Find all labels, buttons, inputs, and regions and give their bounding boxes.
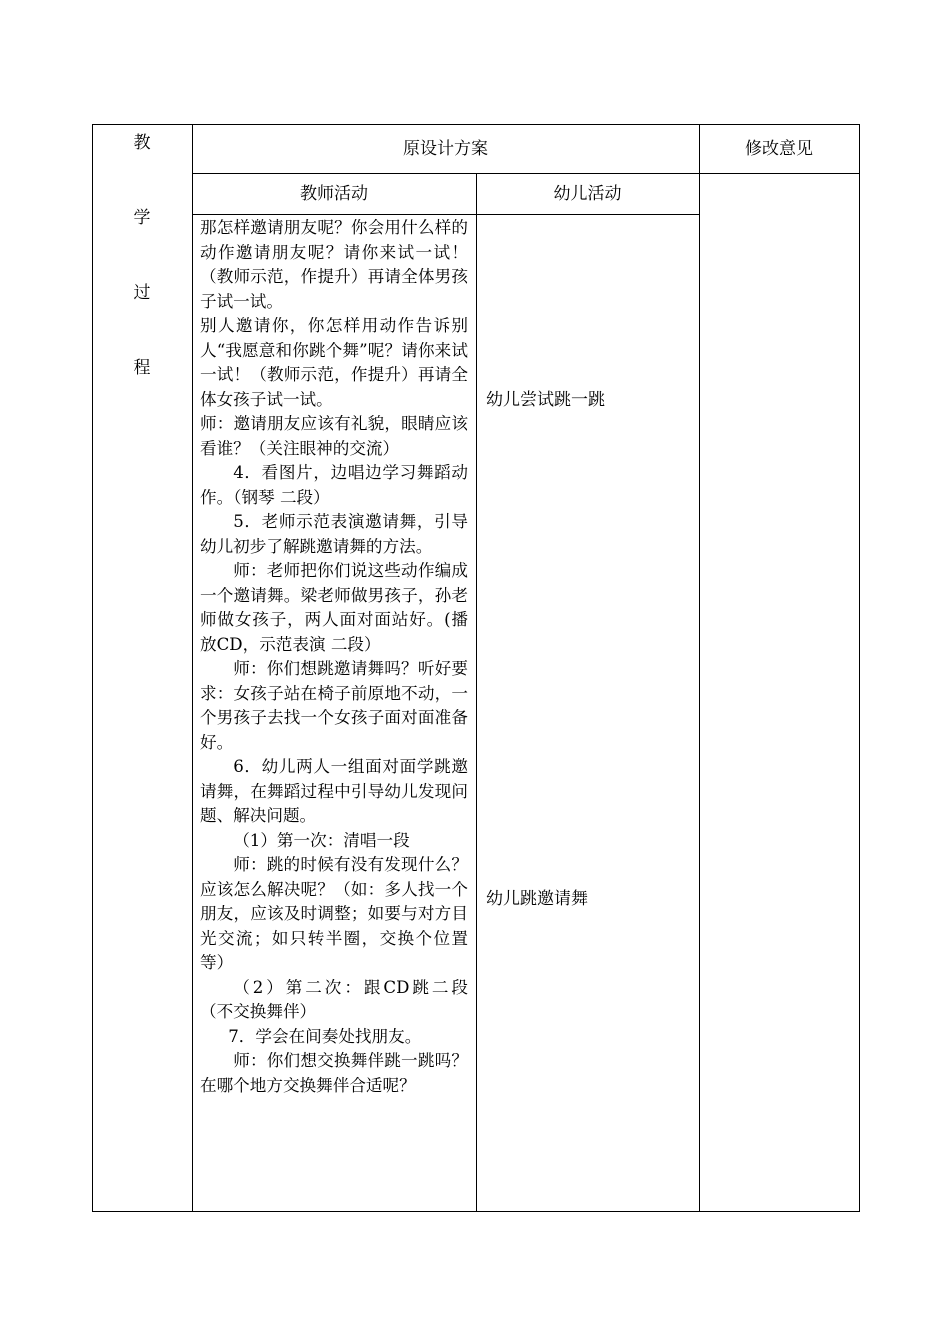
header-teacher-activity: 教师活动 [300,184,368,204]
header-child-activity: 幼儿活动 [553,184,622,204]
teacher-paragraph: （2）第二次：跟CD跳二段（不交换舞伴） [200,977,468,1021]
side-column-divider [192,124,193,1212]
teacher-paragraph: （1）第一次：清唱一段 [233,830,410,850]
teacher-paragraph: 师：你们想跳邀请舞吗？听好要求：女孩子站在椅子前原地不动，一个男孩子去找一个女孩子面对面准备好。 [200,659,468,752]
teacher-activity-content [200,216,468,1098]
teacher-paragraph: 师：邀请朋友应该有礼貌，眼睛应该看谁？（关注眼神的交流） [200,414,468,458]
header-divider [192,173,859,174]
side-label-char-4: 程 [133,358,151,378]
teacher-paragraph: 7．学会在间奏处找朋友。 [228,1026,422,1046]
table-right-border [859,124,860,1212]
teacher-paragraph: 6．幼儿两人一组面对面学跳邀请舞，在舞蹈过程中引导幼儿发现问题、解决问题。 [200,757,468,825]
subheader-divider [192,214,699,215]
child-activity-entry: 幼儿跳邀请舞 [486,889,588,909]
teacher-paragraph: 4．看图片，边唱边学习舞蹈动作。（钢琴 二段） [200,463,468,507]
child-activity-entry: 幼儿尝试跳一跳 [486,390,605,410]
header-revision: 修改意见 [745,139,813,159]
side-label-char-2: 学 [133,208,151,228]
activity-column-divider [476,173,477,1212]
teacher-paragraph: 师：老师把你们说这些动作编成一个邀请舞。梁老师做男孩子，孙老师做女孩子，两人面对面站好。(播放CD，示范表演 二段） [200,561,468,654]
teacher-paragraph: 那怎样邀请朋友呢？你会用什么样的动作邀请朋友呢？请你来试一试！（教师示范，作提升）再请全体男孩子试一试。 [200,218,468,311]
table-top-border [92,124,859,125]
side-label-char-1: 教 [133,133,151,153]
teacher-paragraph: 5．老师示范表演邀请舞，引导幼儿初步了解跳邀请舞的方法。 [200,512,468,556]
teacher-paragraph: 师：跳的时候有没有发现什么？应该怎么解决呢？（如：多人找一个朋友，应该及时调整；如要与对方目光交流；如只转半圈，交换个位置等） [200,855,468,972]
header-original-design: 原设计方案 [403,139,488,159]
teacher-paragraph: 师：你们想交换舞伴跳一跳吗？在哪个地方交换舞伴合适呢？ [200,1051,468,1095]
revision-column-divider [699,124,700,1212]
side-label-char-3: 过 [133,283,151,303]
teacher-paragraph: 别人邀请你，你怎样用动作告诉别人“我愿意和你跳个舞”呢？请你来试一试！（教师示范，作提升）再请全体女孩子试一试。 [200,316,468,409]
